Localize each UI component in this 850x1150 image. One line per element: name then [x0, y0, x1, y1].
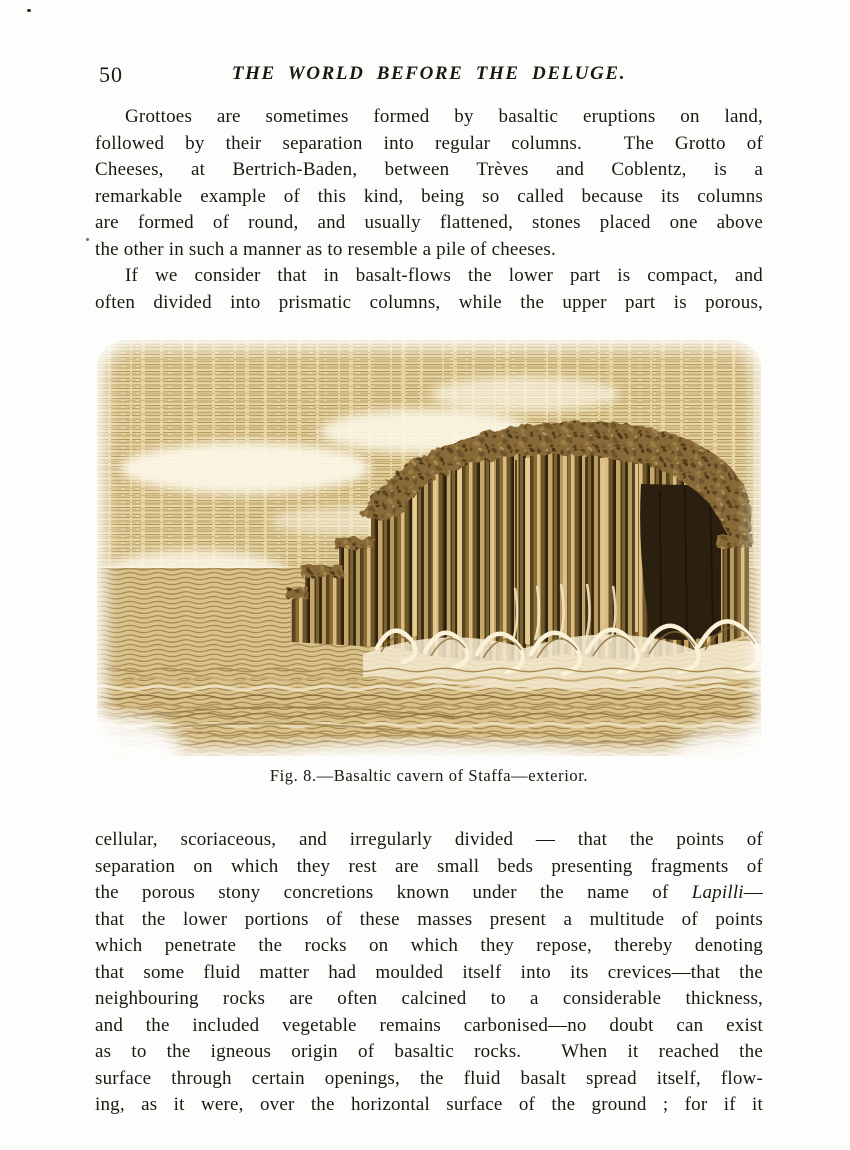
- text-line: the other in such a manner as to resemble a pile of cheeses.: [95, 238, 556, 260]
- paragraph: [95, 263, 763, 316]
- paragraph: [95, 827, 763, 1119]
- text-line: If we consider that in basalt-flows the lower part is compact, and: [125, 265, 763, 286]
- running-title: THE WORLD BEFORE THE DELUGE.: [231, 63, 627, 84]
- staffa-engraving: [95, 336, 765, 760]
- page-number: 50: [99, 62, 123, 87]
- text-line: surface through certain openings, the fluid basalt spread itself, flow-: [95, 1067, 763, 1089]
- ink-speck: [86, 238, 89, 241]
- text-line: often divided into prismatic columns, while the upper part is porous,: [95, 291, 763, 313]
- paragraph: [95, 104, 763, 263]
- figure-caption: Fig. 8.—Basaltic cavern of Staffa—exterior.: [269, 766, 589, 785]
- text-line: neighbouring rocks are often calcined to a considerable thickness,: [95, 988, 763, 1009]
- text-block-bottom: [95, 827, 763, 1119]
- text-line: the porous stony concretions known under the name of Lapilli—: [95, 882, 763, 903]
- text-line: followed by their separation into regular columns. The Grotto of: [95, 132, 763, 154]
- text-line: that some fluid matter had moulded itself into its crevices—that the: [95, 961, 763, 983]
- text-line: Cheeses, at Bertrich-Baden, between Trèves and Coblentz, is a: [95, 159, 763, 180]
- text-block-top: [95, 104, 763, 316]
- ink-speck: [27, 9, 31, 12]
- text-line: Grottoes are sometimes formed by basaltic eruptions on land,: [125, 106, 763, 127]
- figure-illustration: [95, 336, 765, 760]
- text-line: ing, as it were, over the horizontal surface of the ground ; for if it: [95, 1094, 763, 1115]
- text-line: that the lower portions of these masses present a multitude of points: [95, 908, 763, 930]
- text-line: which penetrate the rocks on which they repose, thereby denoting: [95, 935, 763, 956]
- text-line: separation on which they rest are small beds presenting fragments of: [95, 855, 763, 877]
- text-line: cellular, scoriaceous, and irregularly divided — that the points of: [95, 829, 763, 850]
- text-line: remarkable example of this kind, being so called because its columns: [95, 185, 763, 207]
- text-line: are formed of round, and usually flattened, stones placed one above: [95, 212, 763, 233]
- text-line: and the included vegetable remains carbonised—no doubt can exist: [95, 1014, 763, 1036]
- text-line: as to the igneous origin of basaltic rocks. When it reached the: [95, 1041, 763, 1062]
- page-header: [95, 60, 763, 90]
